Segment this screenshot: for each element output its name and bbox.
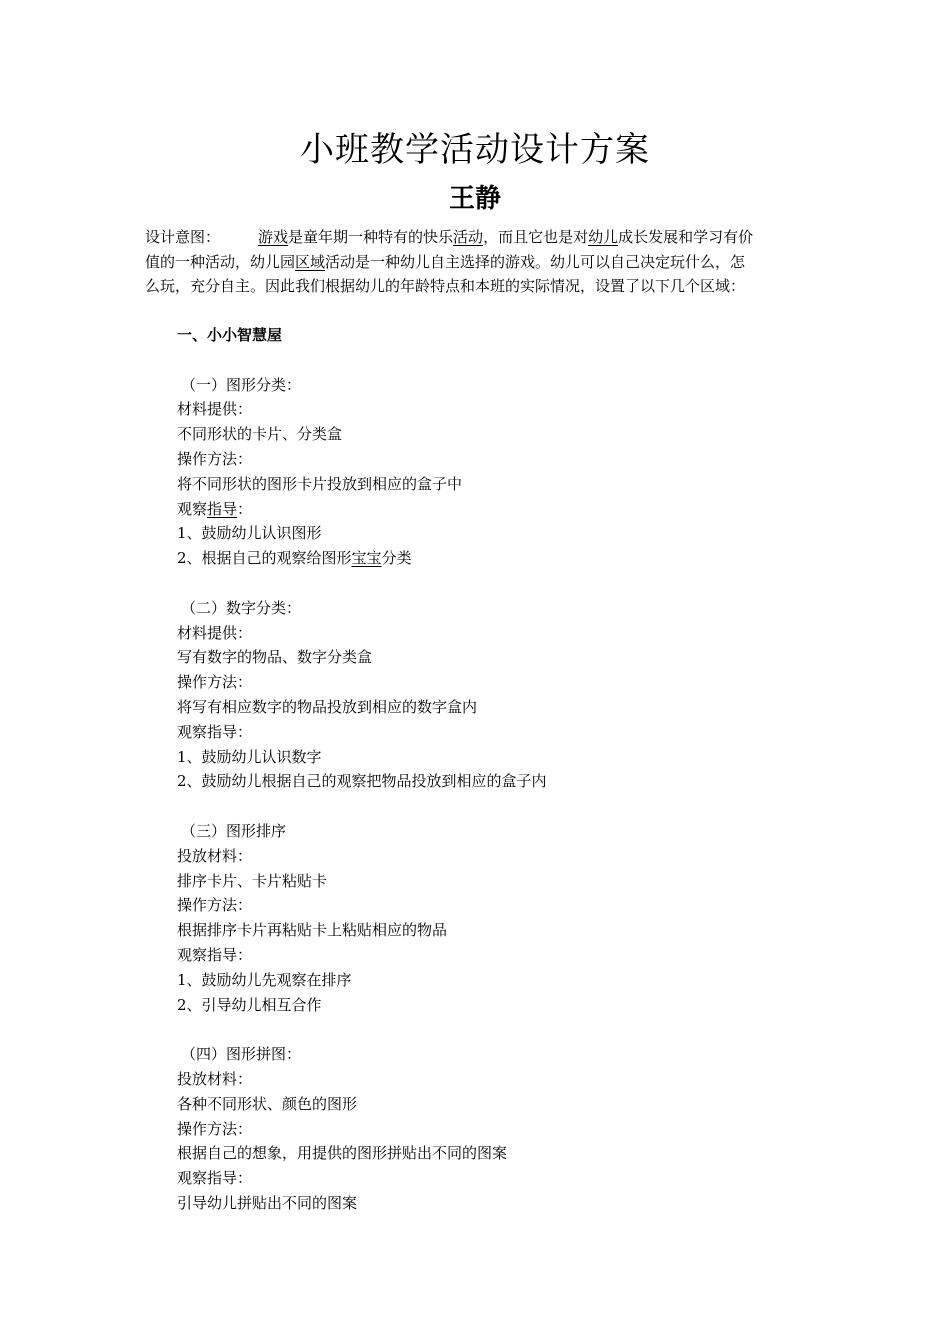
materials-text: 各种不同形状、颜色的图形: [177, 1094, 358, 1113]
guide-label-text: ：: [237, 499, 253, 518]
intro-text: ，而且它也是对: [483, 228, 589, 246]
intro-line: [145, 225, 810, 250]
guide-label-text: 观察: [177, 499, 208, 518]
subsection-heading: （三）图形排序: [181, 821, 287, 840]
materials-text: 写有数字的物品、数字分类盒: [177, 648, 373, 667]
method-label: 操作方法：: [177, 449, 253, 468]
intro-text: 是童年期一种特有的快乐: [288, 228, 454, 246]
design-intent-paragraph: [145, 225, 810, 299]
method-text: 根据排序卡片再粘贴卡上粘贴相应的物品: [177, 921, 448, 940]
materials-label: 材料提供：: [177, 400, 253, 419]
materials-label: 投放材料：: [177, 846, 253, 865]
guide-item: 引导幼儿拼贴出不同的图案: [177, 1193, 358, 1212]
materials-label: 投放材料：: [177, 1069, 253, 1088]
subsection-heading: （二）数字分类：: [181, 598, 302, 617]
guide-text: 分类: [381, 549, 412, 568]
subsection-heading: （一）图形分类：: [181, 375, 302, 394]
linked-word[interactable]: 活动: [453, 228, 484, 246]
guide-item: 1、鼓励幼儿先观察在排序: [177, 970, 352, 989]
guide-label: 观察指导：: [177, 945, 253, 964]
method-label: 操作方法：: [177, 673, 253, 692]
intro-line: 么玩，充分自主。因此我们根据幼儿的年龄特点和本班的实际情况，设置了以下几个区域：: [145, 277, 746, 295]
activity-sections: [177, 323, 817, 1216]
intro-label: 设计意图：: [145, 228, 221, 246]
guide-item: 1、鼓励幼儿认识数字: [177, 747, 322, 766]
materials-text: 排序卡片、卡片粘贴卡: [177, 871, 328, 890]
materials-text: 不同形状的卡片、分类盒: [177, 425, 343, 444]
guide-text: 2、根据自己的观察给图形: [177, 549, 352, 568]
materials-label: 材料提供：: [177, 623, 253, 642]
linked-word[interactable]: 游戏: [258, 228, 289, 246]
linked-word[interactable]: 指导: [207, 499, 238, 518]
guide-item: 1、鼓励幼儿认识图形: [177, 524, 322, 543]
guide-item: 2、鼓励幼儿根据自己的观察把物品投放到相应的盒子内: [177, 772, 547, 791]
intro-text: 成长发展和学习有价: [618, 228, 754, 246]
guide-label: 观察指导：: [177, 1169, 253, 1188]
linked-word[interactable]: 区域: [295, 252, 326, 271]
method-label: 操作方法：: [177, 896, 253, 915]
subsection-heading: （四）图形拼图：: [181, 1045, 302, 1064]
method-text: 根据自己的想象，用提供的图形拼贴出不同的图案: [177, 1144, 508, 1163]
guide-label: [177, 497, 817, 522]
document-title: 小班教学活动设计方案: [300, 130, 650, 170]
intro-text: 活动是一种幼儿自主选择的游戏。幼儿可以自己决定玩什么，怎: [325, 252, 746, 271]
method-text: 将写有相应数字的物品投放到相应的数字盒内: [177, 697, 478, 716]
guide-item: 2、引导幼儿相互合作: [177, 995, 322, 1014]
method-text: 将不同形状的图形卡片投放到相应的盒子中: [177, 474, 463, 493]
section-heading: 一、小小智慧屋: [177, 326, 283, 344]
linked-word[interactable]: 宝宝: [351, 549, 382, 568]
method-label: 操作方法：: [177, 1119, 253, 1138]
document-author: 王静: [448, 184, 501, 214]
intro-line: [145, 250, 810, 275]
intro-text: 值的一种活动，幼儿园: [145, 252, 296, 271]
guide-label: 观察指导：: [177, 722, 253, 741]
linked-word[interactable]: 幼儿: [588, 228, 619, 246]
guide-item: [177, 546, 817, 571]
